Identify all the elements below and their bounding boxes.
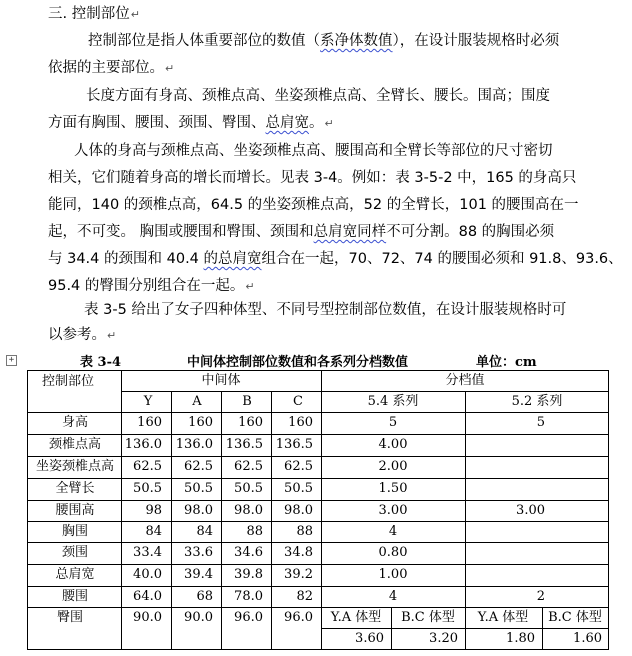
header-type-y: Y (143, 394, 153, 409)
paragraph-3-line-6: 95.4 的臀围分别组合在一起。↵ (48, 278, 255, 294)
table-unit: 单位：cm (476, 355, 537, 370)
series-5-2-cell: 2 (536, 589, 545, 604)
table-cell: 78.0 (234, 589, 263, 604)
paragraph-1-line-2: 依据的主要部位。↵ (48, 60, 175, 76)
hip-subval-4: 1.60 (573, 631, 602, 646)
table-cell: 98.0 (184, 503, 213, 518)
row-name: 腰围 (61, 589, 89, 604)
row-name: 腰围高 (55, 503, 95, 518)
table-number: 表 3-4 (80, 355, 122, 370)
table-cell: 62.5 (284, 459, 313, 474)
table-cell: 136.0 (124, 437, 162, 452)
spell-check-underline: 的总肩宽 (203, 251, 262, 267)
spell-check-underline: 总肩宽 (265, 115, 309, 131)
series-5-2-cell: 5 (536, 415, 545, 430)
hip-val-a: 90.0 (184, 610, 213, 625)
table-cell: 136.0 (175, 437, 213, 452)
row-name: 总肩宽 (55, 567, 95, 582)
section-heading: 三. 控制部位↵ (48, 6, 140, 22)
table-cell: 84 (145, 524, 162, 539)
series-5-4-cell: 2.00 (378, 459, 408, 474)
series-5-4-cell: 1.50 (378, 481, 408, 496)
series-5-4-cell: 0.80 (378, 545, 408, 560)
hip-subheader-1: Y.A 体型 (330, 610, 382, 625)
row-name: 身高 (61, 415, 89, 430)
hip-val-y: 90.0 (133, 610, 162, 625)
table-cell: 62.5 (133, 459, 162, 474)
header-series-5-2: 5.2 系列 (511, 394, 563, 409)
table-cell: 33.4 (133, 545, 162, 560)
table-cell: 98.0 (234, 503, 263, 518)
paragraph-1-line-1: 控制部位是指人体重要部位的数值（系净体数值），在设计服装规格时必须 (88, 33, 560, 49)
paragraph-2-line-2: 方面有胸围、腰围、颈围、臀围、总肩宽。↵ (48, 115, 334, 131)
table-cell: 84 (196, 524, 213, 539)
table-cell: 160 (137, 415, 162, 430)
paragraph-3-line-4: 起，不可变。 胸围或腰围和臀围、颈围和总肩宽同样不可分割。88 的胸围必须 (48, 224, 555, 240)
hip-subheader-4: B.C 体型 (548, 610, 602, 625)
header-type-a: A (192, 394, 202, 409)
hip-subval-3: 1.80 (506, 631, 535, 646)
spell-check-underline: 总肩宽同样 (313, 224, 387, 240)
table-cell: 64.0 (133, 589, 162, 604)
table-cell: 62.5 (234, 459, 263, 474)
series-5-4-cell: 3.00 (378, 503, 408, 518)
hip-subheader-2: B.C 体型 (401, 610, 455, 625)
table-cell: 50.5 (234, 481, 263, 496)
hip-subval-2: 3.20 (429, 631, 458, 646)
hip-subheader-3: Y.A 体型 (477, 610, 529, 625)
table-cell: 136.5 (225, 437, 263, 452)
paragraph-4-line-2: 以参考。↵ (48, 327, 117, 343)
table-cell: 160 (188, 415, 213, 430)
table-cell: 34.8 (284, 545, 313, 560)
header-step: 分档值 (445, 373, 485, 388)
table-cell: 136.5 (275, 437, 313, 452)
paragraph-4-line-1: 表 3-5 给出了女子四种体型、不同号型控制部位数值，在设计服装规格时可 (84, 302, 567, 318)
table-cell: 40.0 (133, 567, 162, 582)
table-cell: 82 (296, 589, 313, 604)
series-5-4-cell: 1.00 (378, 567, 408, 582)
table-cell: 50.5 (133, 481, 162, 496)
table-cell: 88 (296, 524, 313, 539)
hip-subval-1: 3.60 (355, 631, 384, 646)
row-name: 全臂长 (55, 481, 95, 496)
row-name: 坐姿颈椎点高 (35, 459, 115, 474)
table-cell: 34.6 (234, 545, 263, 560)
hip-val-c: 96.0 (284, 610, 313, 625)
table-cell: 39.2 (284, 567, 313, 582)
series-5-4-cell: 4 (388, 524, 398, 539)
table-cell: 39.8 (234, 567, 263, 582)
header-part: 控制部位 (42, 374, 95, 389)
table-cell: 88 (246, 524, 263, 539)
series-5-4-cell: 4 (388, 589, 398, 604)
table-title: 中间体控制部位数值和各系列分档数值 (187, 355, 409, 370)
table-cell: 68 (196, 589, 213, 604)
paragraph-3-line-1: 人体的身高与颈椎点高、坐姿颈椎点高、腰围高和全臂长等部位的尺寸密切 (74, 143, 553, 159)
header-series-5-4: 5.4 系列 (367, 394, 419, 409)
table-cell: 33.6 (184, 545, 213, 560)
row-name: 颈椎点高 (48, 437, 102, 452)
series-5-4-cell: 4.00 (378, 437, 408, 452)
table-cell: 39.4 (184, 567, 213, 582)
row-name: 胸围 (61, 524, 89, 539)
paragraph-2-line-1: 长度方面有身高、颈椎点高、坐姿颈椎点高、全臂长、腰长。围高；围度 (86, 88, 550, 104)
series-5-4-cell: 5 (388, 415, 398, 430)
table-cell: 98 (145, 503, 162, 518)
table-cell: 98.0 (284, 503, 313, 518)
header-type-c: C (293, 394, 303, 409)
table-cell: 160 (238, 415, 263, 430)
row-name: 颈围 (61, 545, 89, 560)
row-name-hip: 臀围 (57, 610, 84, 625)
table-cell: 62.5 (184, 459, 213, 474)
hip-val-b: 96.0 (234, 610, 263, 625)
header-middle: 中间体 (201, 373, 241, 388)
paragraph-3-line-3: 能同，140 的颈椎点高，64.5 的坐姿颈椎点高，52 的全臂长，101 的腰围高在一 (48, 197, 579, 213)
paragraph-3-line-5: 与 34.4 的颈围和 40.4 的总肩宽组合在一起，70、72、74 的腰围必须和 91.8、93.6、 (48, 251, 623, 267)
header-type-b: B (242, 394, 252, 409)
series-5-2-cell: 3.00 (516, 503, 545, 518)
table-cell: 50.5 (284, 481, 313, 496)
table-cell: 50.5 (184, 481, 213, 496)
table-move-handle-icon[interactable]: + (6, 355, 17, 366)
spell-check-underline: 系净体数值 (320, 33, 393, 49)
table-cell: 160 (288, 415, 313, 430)
paragraph-3-line-2: 相关，它们随着身高的增长而增长。见表 3-4。例如：表 3-5-2 中，165 的身高只 (48, 170, 577, 186)
